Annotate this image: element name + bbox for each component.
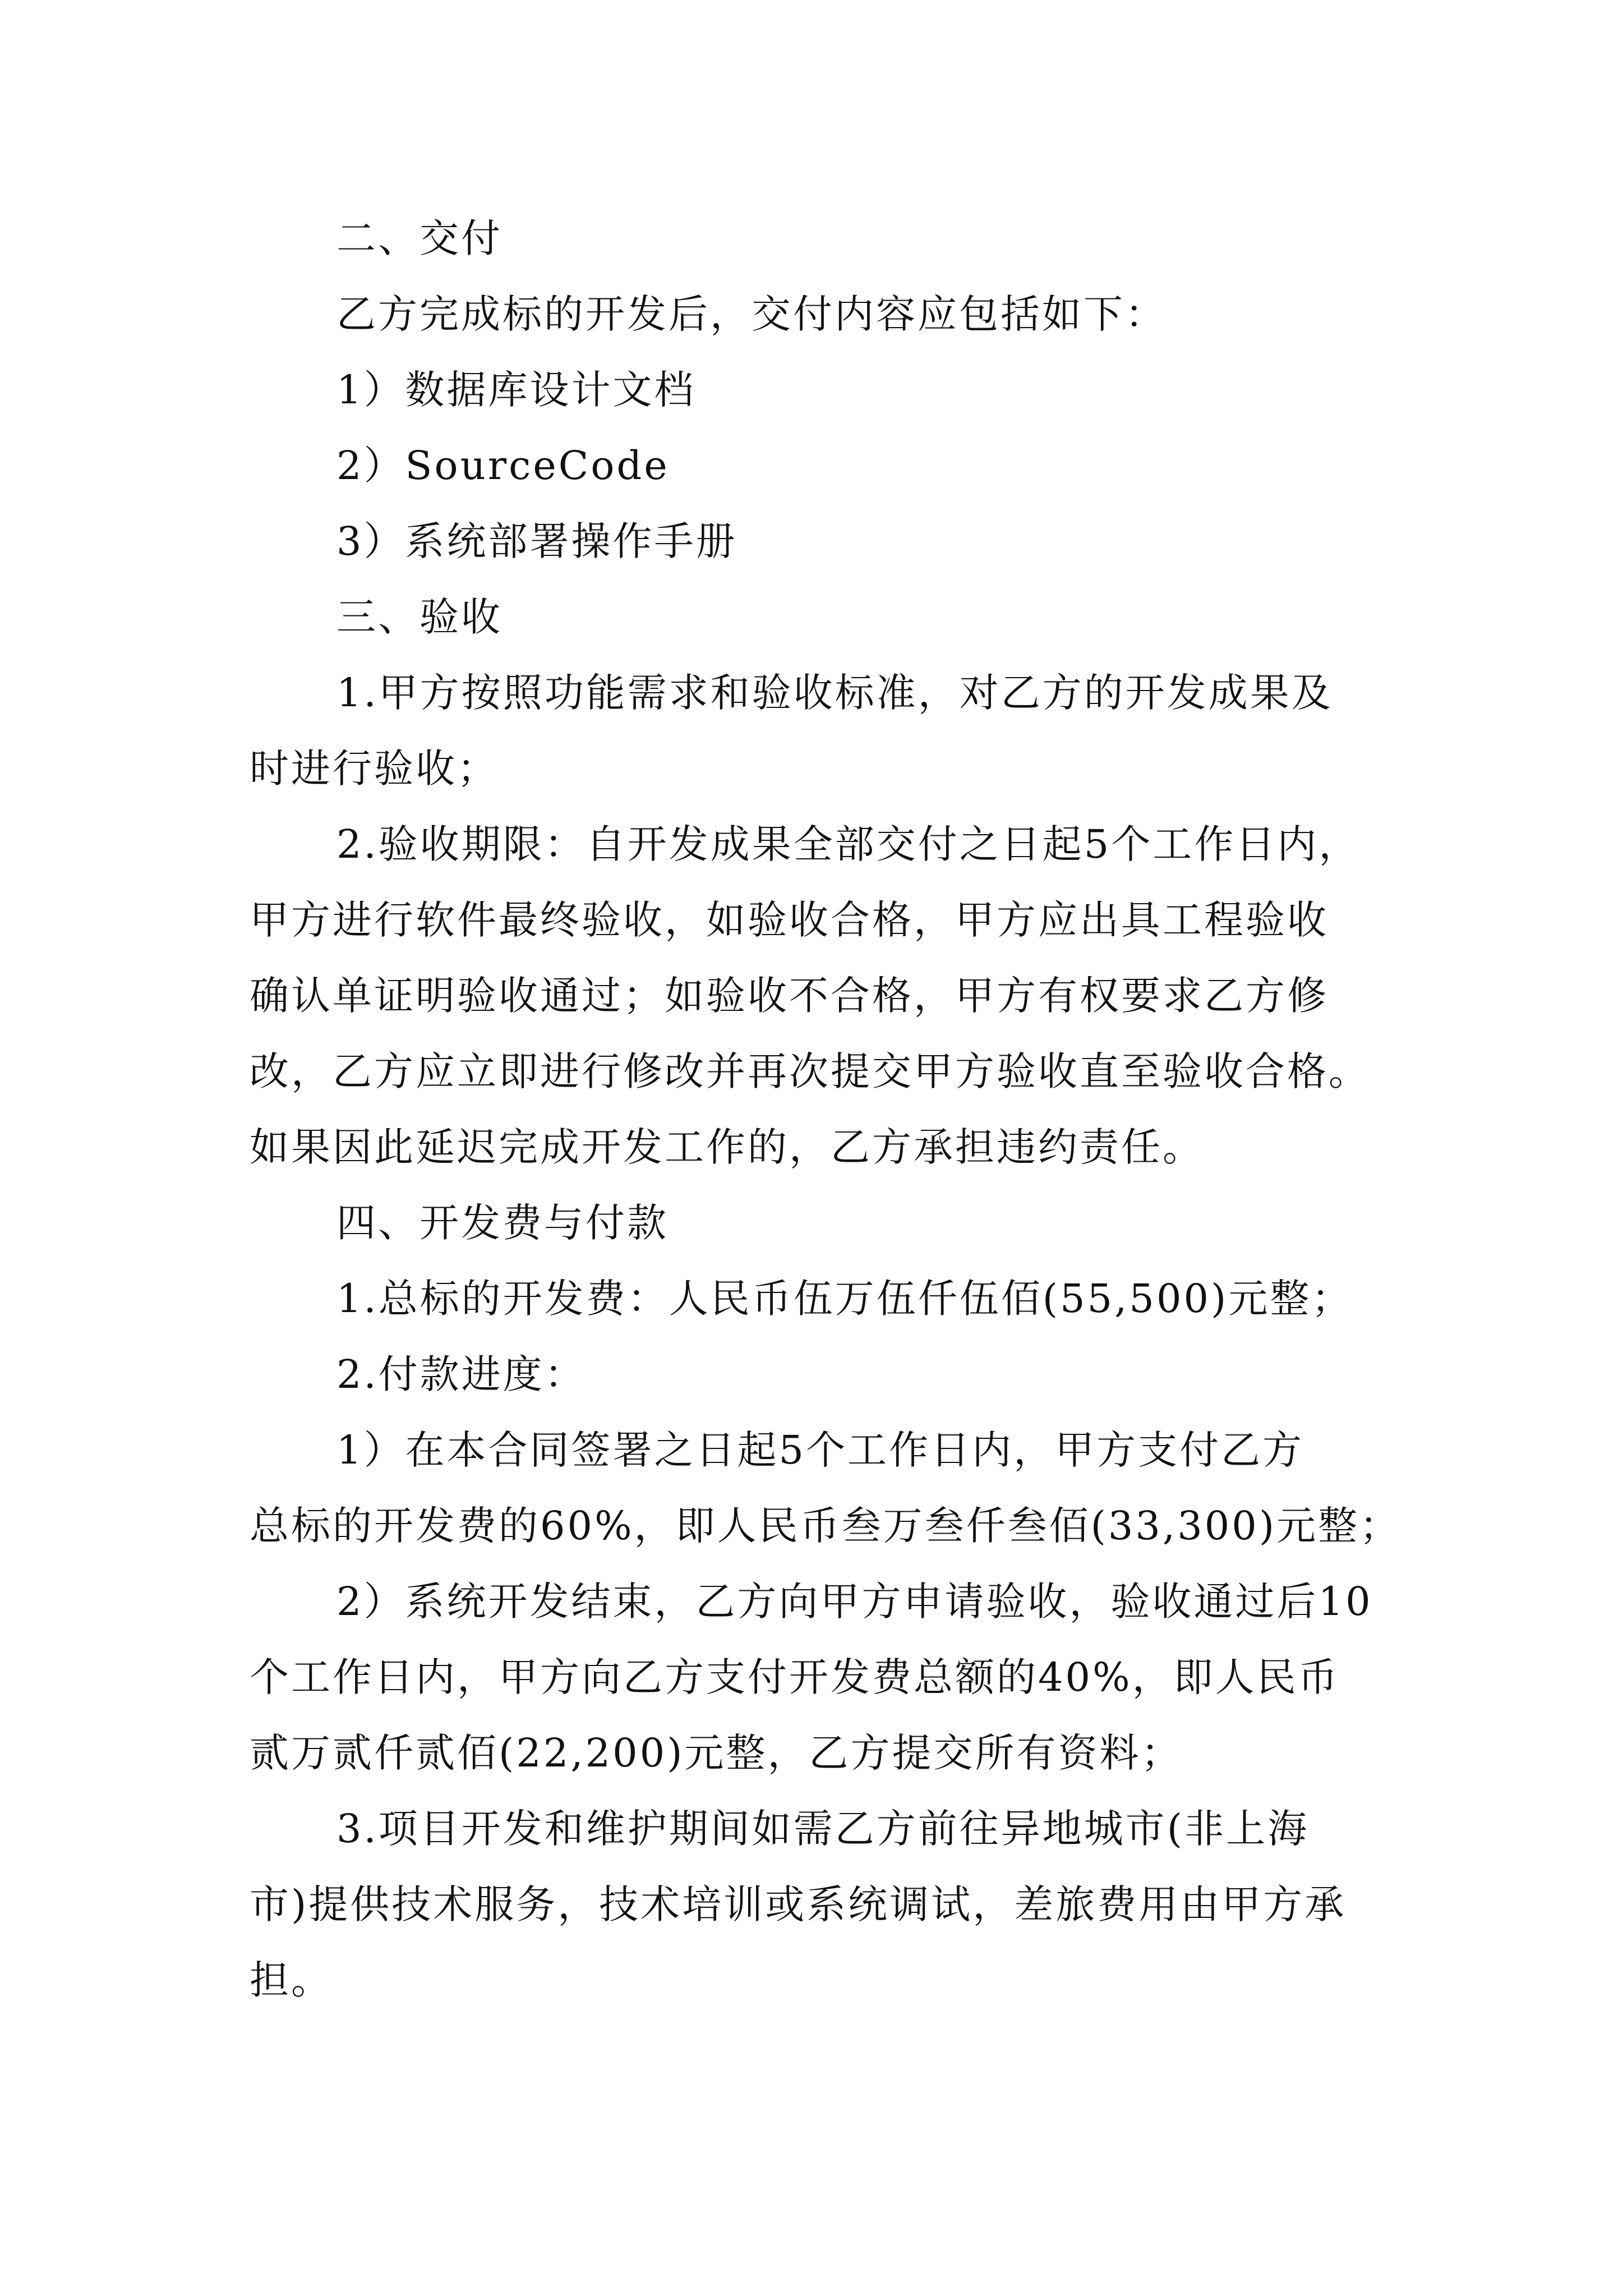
section-heading-acceptance: 三、验收 [336, 594, 502, 640]
payment-item-2: 2）系统开发结束，乙方向甲方申请验收，验收通过后10 [336, 1579, 1373, 1625]
section-heading-fees: 四、开发费与付款 [336, 1200, 668, 1246]
fees-clause-3-cont-2: 担。 [250, 1957, 333, 2003]
delivery-item-2: 2）SourceCode [336, 443, 670, 489]
fees-clause-2: 2.付款进度： [336, 1351, 586, 1397]
acceptance-clause-1-cont: 时进行验收； [250, 746, 499, 792]
delivery-item-1: 1）数据库设计文档 [336, 367, 696, 413]
fees-clause-1: 1.总标的开发费：人民币伍万伍仟伍佰(55,500)元整； [336, 1276, 1353, 1322]
payment-item-1: 1）在本合同签署之日起5个工作日内，甲方支付乙方 [336, 1427, 1304, 1473]
fees-clause-3: 3.项目开发和维护期间如需乙方前往异地城市(非上海 [336, 1806, 1310, 1852]
fees-clause-3-cont-1: 市)提供技术服务，技术培训或系统调试，差旅费用由甲方承 [250, 1881, 1347, 1927]
acceptance-clause-1: 1.甲方按照功能需求和验收标准，对乙方的开发成果及 [336, 670, 1333, 716]
payment-item-2-cont-2: 贰万贰仟贰佰(22,200)元整，乙方提交所有资料； [250, 1730, 1183, 1776]
acceptance-clause-2-cont-4: 如果因此延迟完成开发工作的，乙方承担违约责任。 [250, 1124, 1204, 1170]
delivery-intro: 乙方完成标的开发后，交付内容应包括如下： [336, 291, 1166, 337]
acceptance-clause-2-cont-2: 确认单证明验收通过；如验收不合格，甲方有权要求乙方修 [250, 973, 1329, 1019]
acceptance-clause-2: 2.验收期限：自开发成果全部交付之日起5个工作日内， [336, 821, 1361, 867]
payment-item-2-cont-1: 个工作日内，甲方向乙方支付开发费总额的40%，即人民币 [250, 1654, 1340, 1700]
acceptance-clause-2-cont-1: 甲方进行软件最终验收，如验收合格，甲方应出具工程验收 [250, 897, 1329, 943]
acceptance-clause-2-cont-3: 改，乙方应立即进行修改并再次提交甲方验收直至验收合格。 [250, 1048, 1370, 1094]
payment-item-1-cont: 总标的开发费的60%，即人民币叁万叁仟叁佰(33,300)元整； [250, 1503, 1401, 1549]
delivery-item-3: 3）系统部署操作手册 [336, 518, 737, 564]
section-heading-delivery: 二、交付 [336, 215, 502, 261]
